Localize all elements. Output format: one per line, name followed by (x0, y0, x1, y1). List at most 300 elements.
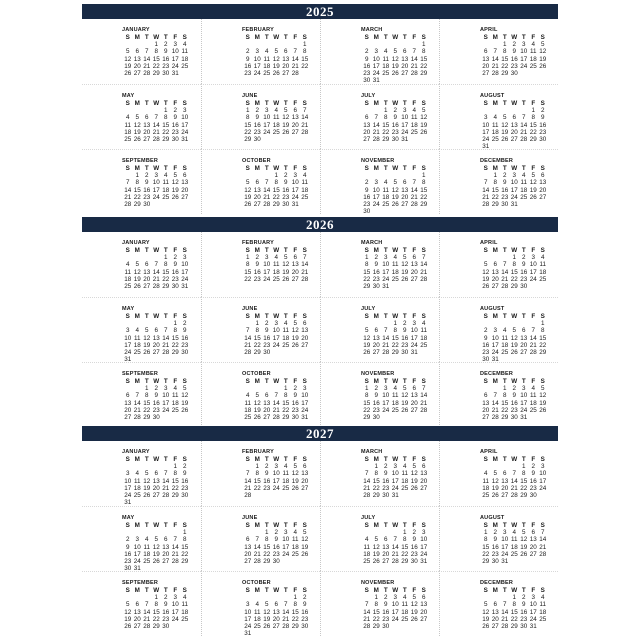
day-cell: 13 (272, 608, 280, 616)
day-cell: 26 (410, 615, 418, 623)
day-cell: 22 (244, 128, 252, 136)
day-cell: 16 (363, 193, 371, 201)
day-cell: 19 (482, 275, 490, 283)
day-cell: 10 (124, 477, 132, 485)
weekday-label: T (283, 247, 288, 254)
empty-cell (381, 41, 391, 48)
empty-cell (481, 594, 491, 601)
day-cell: 17 (152, 186, 160, 194)
day-cell: 11 (282, 470, 290, 478)
empty-cell (519, 107, 529, 114)
day-grid (243, 587, 316, 637)
empty-cell (133, 254, 143, 261)
day-cell: 19 (143, 484, 151, 492)
day-cell: 29 (244, 135, 252, 143)
empty-cell (142, 463, 152, 470)
day-cell: 25 (291, 550, 299, 558)
day-cell: 24 (391, 484, 399, 492)
day-cell: 14 (143, 608, 151, 616)
day-cell: 17 (501, 543, 509, 551)
day-cell: 26 (372, 557, 380, 565)
day-cell: 16 (263, 477, 271, 485)
day-cell: 19 (133, 128, 141, 136)
day-cell: 15 (291, 608, 299, 616)
day-cell: 28 (410, 200, 418, 208)
day-cell: 24 (272, 484, 280, 492)
day-cell: 13 (133, 55, 141, 63)
day-cell: 17 (420, 543, 428, 551)
day-cell: 16 (372, 399, 380, 407)
day-cell: 21 (301, 121, 309, 129)
day-cell: 28 (152, 282, 160, 290)
day-cell: 9 (182, 327, 187, 335)
day-cell: 29 (363, 282, 371, 290)
day-cell: 5 (274, 48, 278, 56)
day-cell: 22 (491, 193, 499, 201)
day-cell: 27 (272, 622, 280, 630)
day-cell: 26 (133, 135, 141, 143)
day-cell: 10 (272, 470, 280, 478)
day-cell: 2 (383, 463, 388, 471)
day-cell: 3 (393, 463, 397, 471)
day-cell: 29 (372, 622, 380, 630)
empty-cell (362, 41, 372, 48)
day-cell: 14 (501, 268, 509, 276)
day-cell: 4 (135, 470, 139, 478)
day-cell: 6 (182, 172, 187, 180)
weekday-label: M (373, 34, 379, 41)
day-cell: 29 (133, 200, 141, 208)
day-cell: 9 (182, 470, 187, 478)
day-cell: 24 (520, 406, 528, 414)
day-cell: 17 (520, 399, 528, 407)
year-header: 2026 (82, 217, 558, 232)
day-cell: 27 (244, 557, 252, 565)
weekday-label: S (182, 100, 187, 107)
weekday-label: S (540, 100, 545, 107)
month-name: NOVEMBER (361, 580, 395, 586)
empty-cell (272, 41, 282, 48)
day-cell: 27 (410, 275, 418, 283)
day-cell: 7 (502, 601, 507, 609)
day-cell: 11 (382, 55, 390, 63)
month-name: SEPTEMBER (122, 580, 159, 586)
day-cell: 18 (181, 608, 189, 616)
weekday-label: S (182, 313, 187, 320)
day-cell: 31 (171, 69, 179, 77)
day-cell: 13 (291, 114, 299, 122)
day-cell: 15 (253, 334, 261, 342)
day-cell: 7 (245, 327, 250, 335)
weekday-label: F (412, 100, 417, 107)
weekday-label: F (531, 456, 536, 463)
day-cell: 21 (491, 62, 499, 70)
month-name: SEPTEMBER (122, 371, 159, 377)
month-name: MAY (122, 93, 135, 99)
day-cell: 5 (125, 601, 130, 609)
day-cell: 6 (274, 601, 278, 609)
month-october (201, 362, 320, 427)
day-cell: 28 (133, 413, 141, 421)
day-cell: 28 (301, 275, 309, 283)
day-cell: 9 (374, 261, 378, 269)
day-cell: 21 (491, 406, 499, 414)
day-grid (362, 456, 435, 499)
empty-cell (391, 529, 401, 536)
day-cell: 9 (502, 179, 507, 187)
month-february (201, 232, 320, 297)
month-may (82, 506, 201, 571)
month-january (82, 441, 201, 506)
day-cell: 4 (245, 392, 250, 400)
weekday-label: M (373, 247, 379, 254)
empty-cell (123, 41, 133, 48)
day-cell: 24 (520, 62, 528, 70)
day-cell: 16 (382, 477, 390, 485)
day-cell: 27 (539, 193, 547, 201)
day-cell: 25 (501, 348, 509, 356)
day-grid (243, 378, 316, 421)
day-cell: 22 (263, 550, 271, 558)
day-cell: 29 (291, 622, 299, 630)
day-cell: 31 (501, 557, 509, 565)
day-cell: 24 (124, 348, 132, 356)
day-cell: 13 (491, 608, 499, 616)
day-cell: 30 (171, 135, 179, 143)
day-cell: 22 (529, 128, 537, 136)
weekday-label: M (254, 247, 260, 254)
weekday-label: T (402, 378, 407, 385)
day-cell: 20 (410, 268, 418, 276)
day-cell: 9 (283, 179, 288, 187)
day-cell: 23 (263, 484, 271, 492)
day-cell: 3 (493, 327, 497, 335)
empty-cell (481, 385, 491, 392)
day-cell: 15 (152, 608, 160, 616)
day-cell: 12 (491, 477, 499, 485)
day-cell: 1 (421, 172, 426, 180)
day-cell: 25 (143, 557, 151, 565)
day-cell: 31 (410, 348, 418, 356)
day-cell: 28 (520, 135, 528, 143)
day-cell: 17 (401, 121, 409, 129)
weekday-label: S (182, 34, 187, 41)
weekday-label: S (421, 522, 426, 529)
day-cell: 4 (283, 463, 288, 471)
day-cell: 13 (401, 55, 409, 63)
day-cell: 24 (263, 128, 271, 136)
day-cell: 27 (482, 413, 490, 421)
day-cell: 11 (124, 268, 132, 276)
weekday-label: T (502, 247, 507, 254)
day-cell: 19 (391, 62, 399, 70)
day-cell: 24 (263, 275, 271, 283)
day-cell: 4 (283, 320, 288, 328)
day-cell: 5 (144, 470, 149, 478)
day-cell: 16 (491, 543, 499, 551)
day-cell: 31 (482, 143, 490, 151)
day-cell: 21 (510, 484, 518, 492)
day-cell: 28 (363, 491, 371, 499)
empty-cell (381, 320, 391, 327)
day-cell: 7 (302, 107, 307, 115)
empty-cell (372, 107, 382, 114)
empty-cell (481, 320, 491, 327)
day-cell: 16 (162, 608, 170, 616)
day-cell: 9 (154, 392, 158, 400)
weekday-label: T (283, 378, 288, 385)
day-cell: 23 (539, 128, 547, 136)
day-cell: 23 (171, 128, 179, 136)
day-cell: 4 (144, 536, 149, 544)
day-cell: 14 (282, 608, 290, 616)
day-cell: 29 (491, 200, 499, 208)
day-cell: 1 (293, 594, 297, 602)
day-grid (362, 522, 435, 565)
day-cell: 20 (263, 406, 271, 414)
empty-cell (400, 172, 410, 179)
day-cell: 27 (420, 484, 428, 492)
day-cell: 21 (529, 341, 537, 349)
day-cell: 12 (124, 608, 132, 616)
day-cell: 29 (143, 413, 151, 421)
weekday-label: F (293, 247, 298, 254)
empty-cell (123, 320, 133, 327)
empty-cell (262, 594, 272, 601)
day-cell: 24 (301, 406, 309, 414)
day-cell: 25 (133, 491, 141, 499)
day-cell: 16 (162, 55, 170, 63)
day-cell: 24 (372, 200, 380, 208)
day-cell: 9 (493, 536, 497, 544)
day-cell: 19 (253, 406, 261, 414)
day-cell: 16 (391, 121, 399, 129)
day-cell: 20 (152, 341, 160, 349)
month-march (320, 441, 439, 506)
day-cell: 13 (181, 179, 189, 187)
day-cell: 28 (372, 135, 380, 143)
day-cell: 1 (173, 320, 177, 328)
day-cell: 8 (540, 327, 545, 335)
day-cell: 8 (364, 392, 369, 400)
day-cell: 8 (245, 261, 250, 269)
day-cell: 23 (482, 348, 490, 356)
month-april (439, 232, 558, 297)
day-cell: 20 (282, 62, 290, 70)
day-cell: 12 (372, 543, 380, 551)
month-grid (82, 441, 558, 636)
day-cell: 3 (521, 385, 526, 393)
day-cell: 20 (253, 193, 261, 201)
month-january (82, 232, 201, 297)
day-cell: 13 (244, 543, 252, 551)
weekday-label: T (163, 247, 168, 254)
day-cell: 3 (125, 327, 130, 335)
month-name: JULY (361, 306, 376, 312)
weekday-label: S (421, 100, 426, 107)
weekday-label: T (144, 100, 149, 107)
month-march (320, 19, 439, 84)
day-cell: 26 (501, 135, 509, 143)
day-cell: 20 (382, 550, 390, 558)
day-cell: 21 (253, 550, 261, 558)
day-cell: 29 (162, 282, 170, 290)
day-cell: 26 (291, 341, 299, 349)
day-cell: 13 (529, 536, 537, 544)
empty-cell (362, 463, 372, 470)
day-cell: 6 (421, 463, 426, 471)
day-cell: 7 (493, 48, 497, 56)
empty-cell (133, 385, 143, 392)
day-cell: 17 (529, 268, 537, 276)
day-cell: 18 (363, 550, 371, 558)
day-cell: 27 (291, 128, 299, 136)
day-cell: 30 (363, 77, 371, 85)
day-cell: 7 (512, 470, 516, 478)
day-cell: 25 (363, 557, 371, 565)
day-cell: 21 (152, 128, 160, 136)
month-name: MARCH (361, 240, 383, 246)
day-cell: 13 (482, 399, 490, 407)
empty-cell (281, 594, 291, 601)
day-cell: 28 (391, 557, 399, 565)
weekday-label: W (511, 34, 518, 41)
day-cell: 1 (364, 385, 369, 393)
day-cell: 26 (539, 62, 547, 70)
empty-cell (171, 529, 181, 536)
day-cell: 1 (173, 463, 177, 471)
day-cell: 2 (493, 529, 497, 537)
month-november (320, 149, 439, 214)
day-cell: 16 (253, 121, 261, 129)
day-cell: 20 (162, 550, 170, 558)
weekday-label: T (521, 456, 526, 463)
day-cell: 20 (539, 186, 547, 194)
day-cell: 29 (501, 413, 509, 421)
day-cell: 8 (154, 48, 158, 56)
weekday-label: S (540, 165, 545, 172)
day-cell: 15 (253, 477, 261, 485)
day-cell: 12 (482, 268, 490, 276)
day-cell: 6 (483, 48, 488, 56)
day-cell: 28 (420, 275, 428, 283)
day-cell: 2 (173, 107, 177, 115)
day-cell: 13 (539, 179, 547, 187)
month-july (320, 297, 439, 362)
weekday-label: T (283, 313, 288, 320)
day-cell: 9 (173, 114, 177, 122)
weekday-label: T (144, 165, 149, 172)
day-cell: 16 (181, 477, 189, 485)
day-cell: 23 (501, 193, 509, 201)
day-cell: 27 (181, 193, 189, 201)
day-cell: 30 (382, 491, 390, 499)
day-cell: 13 (152, 477, 160, 485)
day-cell: 10 (520, 48, 528, 56)
weekday-label: T (521, 313, 526, 320)
day-cell: 17 (253, 62, 261, 70)
day-cell: 1 (283, 385, 288, 393)
day-cell: 19 (501, 128, 509, 136)
day-cell: 26 (363, 348, 371, 356)
day-cell: 18 (539, 268, 547, 276)
month-october (201, 571, 320, 636)
day-cell: 28 (143, 69, 151, 77)
weekday-label: S (364, 587, 369, 594)
year-calendar-page (82, 0, 558, 640)
day-cell: 22 (420, 193, 428, 201)
day-cell: 11 (301, 179, 309, 187)
empty-cell (519, 320, 529, 327)
day-cell: 11 (133, 334, 141, 342)
month-name: OCTOBER (242, 371, 271, 377)
empty-cell (481, 463, 491, 470)
month-grid (82, 232, 558, 427)
month-may (82, 297, 201, 362)
day-cell: 11 (410, 114, 418, 122)
day-cell: 26 (152, 557, 160, 565)
day-cell: 31 (372, 77, 380, 85)
day-cell: 30 (372, 413, 380, 421)
day-cell: 29 (539, 348, 547, 356)
day-cell: 26 (529, 193, 537, 201)
day-cell: 16 (253, 268, 261, 276)
weekday-label: T (502, 34, 507, 41)
day-cell: 4 (512, 529, 516, 537)
day-cell: 12 (171, 179, 179, 187)
day-cell: 21 (244, 484, 252, 492)
day-cell: 25 (301, 193, 309, 201)
day-cell: 5 (412, 594, 416, 602)
day-cell: 3 (374, 48, 378, 56)
empty-cell (243, 172, 253, 179)
day-cell: 9 (302, 601, 307, 609)
empty-cell (142, 320, 152, 327)
empty-cell (491, 320, 501, 327)
day-cell: 26 (133, 282, 141, 290)
weekday-label: S (421, 34, 426, 41)
day-cell: 19 (482, 615, 490, 623)
weekday-label: F (531, 100, 536, 107)
day-cell: 7 (502, 261, 507, 269)
empty-cell (372, 172, 382, 179)
day-cell: 5 (283, 254, 288, 262)
day-cell: 4 (540, 594, 545, 602)
day-cell: 14 (520, 121, 528, 129)
day-cell: 30 (282, 200, 290, 208)
day-cell: 5 (483, 261, 488, 269)
day-cell: 4 (393, 385, 397, 393)
weekday-label: F (293, 100, 298, 107)
weekday-label: M (254, 165, 260, 172)
day-cell: 28 (244, 491, 252, 499)
day-cell: 10 (124, 334, 132, 342)
day-cell: 20 (152, 484, 160, 492)
day-cell: 27 (363, 135, 371, 143)
day-cell: 12 (143, 334, 151, 342)
empty-cell (500, 320, 510, 327)
day-cell: 7 (540, 529, 545, 537)
day-cell: 7 (374, 114, 378, 122)
day-cell: 12 (401, 392, 409, 400)
weekday-label: S (483, 587, 488, 594)
month-name: FEBRUARY (242, 449, 274, 455)
day-cell: 29 (152, 69, 160, 77)
day-cell: 11 (529, 48, 537, 56)
day-cell: 15 (382, 121, 390, 129)
weekday-label: T (521, 34, 526, 41)
weekday-label: T (264, 100, 269, 107)
